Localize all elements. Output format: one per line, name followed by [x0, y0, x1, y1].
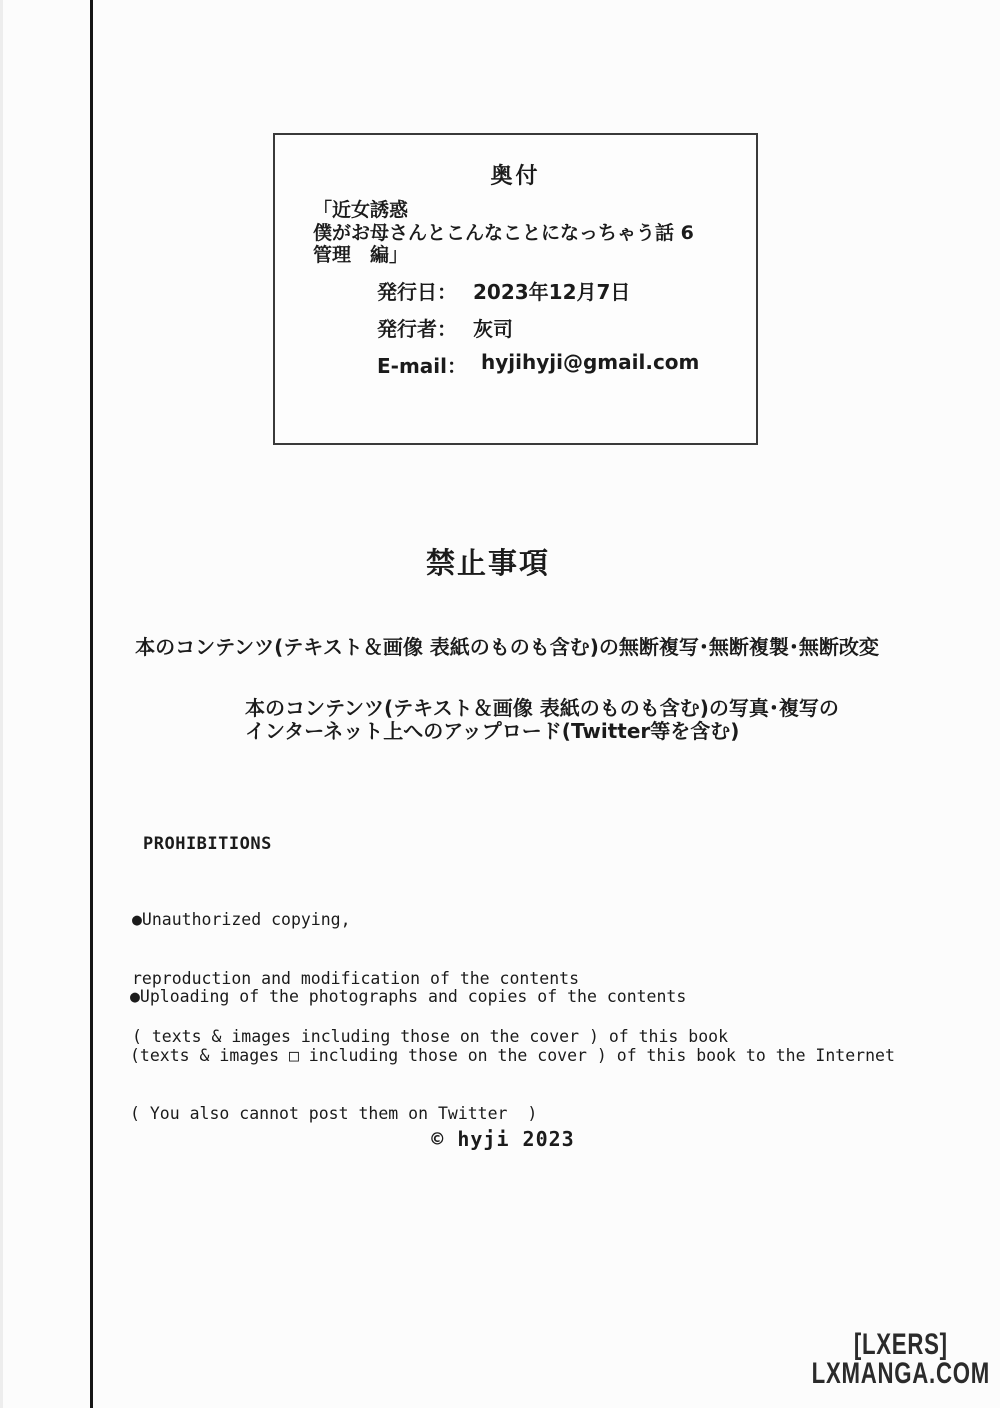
- prohibition-item-2-line: ( You also cannot post them on Twitter ): [130, 1104, 538, 1123]
- site-watermark: [812, 1330, 990, 1388]
- prohibition-item-1-line: ( texts & images including those on the cover ) of this book: [132, 1027, 729, 1046]
- prohibitions-heading-ja: 禁止事項: [425, 546, 550, 580]
- work-title: [313, 199, 694, 267]
- email-label: E-mail：: [377, 354, 468, 378]
- publisher-row: [377, 313, 699, 341]
- prohibition-item-1-line: ●Unauthorized copying,: [132, 910, 351, 929]
- publisher-value: 灰司: [473, 317, 513, 341]
- prohibition-rule-2-line: インターネット上へのアップロード(Twitter等を含む): [245, 719, 740, 743]
- colophon-box: [273, 133, 758, 445]
- colophon-heading: 奥付: [490, 164, 541, 189]
- email-row: [377, 350, 700, 378]
- prohibition-item-2-line: (texts & images □ including those on the cover ) of this book to the Internet: [130, 1045, 895, 1065]
- prohibition-item-1-line: reproduction and modification of the contents: [132, 968, 580, 988]
- watermark-group-name: [LXERS]: [853, 1328, 948, 1361]
- copyright-notice: © hyji 2023: [431, 1127, 575, 1151]
- publish-date-label: 発行日：: [377, 280, 457, 304]
- prohibition-item-2-line: ●Uploading of the photographs and copies of the contents: [130, 987, 687, 1006]
- publisher-label: 発行者：: [377, 317, 457, 341]
- prohibition-rule-1-ja: 本のコンテンツ(テキスト＆画像 表紙のものも含む)の無断複写･無断複製･無断改変: [135, 635, 879, 659]
- publication-fields: [377, 276, 699, 387]
- prohibition-rule-2-line: 本のコンテンツ(テキスト＆画像 表紙のものも含む)の写真･複写の: [245, 696, 839, 720]
- work-title-line: 管理 編」: [313, 244, 409, 266]
- publish-date-value: 2023年12月7日: [473, 280, 631, 304]
- page-left-border-line: [90, 0, 93, 1408]
- watermark-site-url: LXMANGA.COM: [811, 1357, 990, 1390]
- work-title-line: 僕がお母さんとこんなことになっちゃう話 6: [313, 221, 694, 244]
- scan-edge-line: [0, 0, 3, 1408]
- work-title-line: 「近女誘惑: [313, 199, 409, 221]
- email-value: hyjihyji@gmail.com: [481, 350, 700, 374]
- publish-date-row: [377, 276, 699, 304]
- prohibition-rule-2-ja: [245, 697, 839, 743]
- prohibitions-heading-en: PROHIBITIONS: [143, 834, 272, 854]
